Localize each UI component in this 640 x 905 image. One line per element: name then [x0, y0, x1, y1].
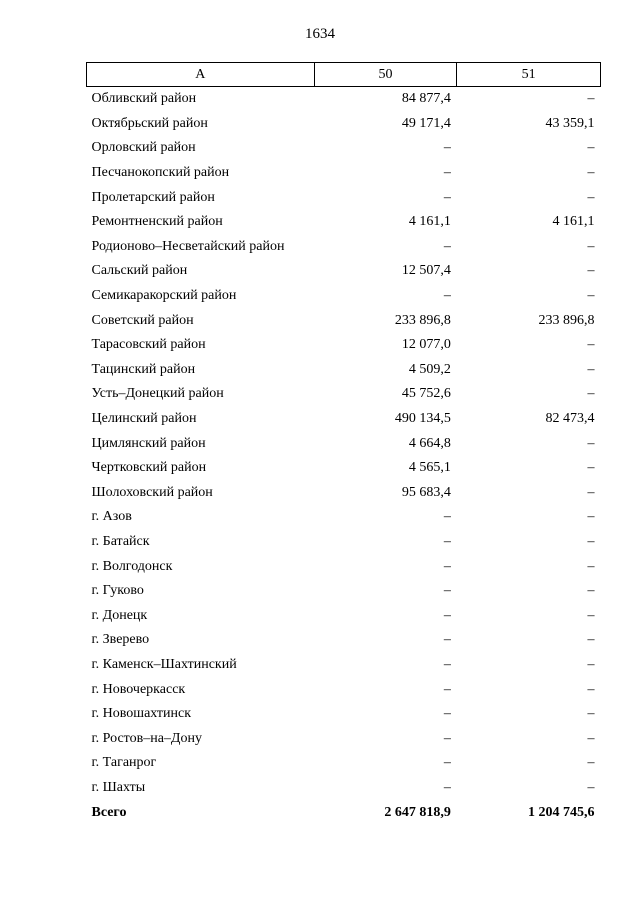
value-col-51-cell: – [587, 607, 595, 623]
table-row [87, 259, 601, 284]
territory-name-cell: г. Зверево [91, 632, 150, 648]
value-col-51-cell: – [587, 681, 595, 697]
value-col-50-cell: 233 896,8 [394, 312, 451, 328]
territory-name-cell: Октябрьский район [91, 115, 208, 131]
value-col-51-cell: – [587, 288, 595, 304]
value-col-51-cell: – [587, 238, 595, 254]
territory-name-cell: Ремонтненский район [91, 214, 223, 230]
territory-name-cell: Целинский район [91, 411, 197, 427]
value-col-50-cell: 45 752,6 [401, 386, 451, 402]
value-col-50-cell: – [443, 583, 451, 599]
territory-name-cell: Обливский район [91, 91, 197, 107]
value-col-50-cell: – [443, 533, 451, 549]
table-row [87, 185, 601, 210]
territory-name-cell: Цимлянский район [91, 435, 206, 451]
table-row [87, 726, 601, 751]
header-col-50: 50 [314, 63, 457, 87]
header-row [87, 63, 601, 87]
value-col-50-cell: – [443, 656, 451, 672]
table-row [87, 136, 601, 161]
table-row [87, 210, 601, 235]
value-col-51-cell: – [587, 730, 595, 746]
table-row [87, 382, 601, 407]
header-col-a: А [87, 63, 315, 87]
territory-name-cell: Пролетарский район [91, 189, 215, 205]
table-row [87, 112, 601, 137]
value-col-50-cell: – [443, 238, 451, 254]
territory-name-cell: Тацинский район [91, 361, 196, 377]
value-col-50-cell: 49 171,4 [401, 115, 451, 131]
territory-name-cell: Орловский район [91, 140, 196, 156]
table-row [87, 702, 601, 727]
value-col-51-cell: – [587, 435, 595, 451]
value-col-51-cell: – [587, 165, 595, 181]
value-col-50-cell: – [443, 779, 451, 795]
table-row [87, 530, 601, 555]
value-col-51-cell: – [587, 460, 595, 476]
territory-name-cell: г. Ростов–на–Дону [91, 730, 202, 746]
value-col-50-cell: – [443, 558, 451, 574]
territory-name-cell: г. Волгодонск [91, 558, 173, 574]
value-col-50-cell: 84 877,4 [401, 91, 451, 107]
value-col-51-cell: 82 473,4 [545, 411, 595, 427]
territory-name-cell: г. Донецк [91, 607, 148, 623]
table-row [87, 358, 601, 383]
territory-name-cell: Тарасовский район [91, 337, 206, 353]
territory-name-cell: Усть–Донецкий район [91, 386, 224, 402]
value-col-50-cell: 4 161,1 [408, 214, 451, 230]
territory-name-cell: г. Новочеркасск [91, 681, 186, 697]
value-col-50-cell: 4 509,2 [408, 361, 451, 377]
territory-name-cell: Шолоховский район [91, 484, 213, 500]
value-col-50-cell: 95 683,4 [401, 484, 451, 500]
value-col-51-cell: – [587, 263, 595, 279]
table-row [87, 776, 601, 801]
value-col-50-cell: – [443, 681, 451, 697]
territory-name-cell: Песчанокопский район [91, 165, 230, 181]
value-col-51-cell: – [587, 632, 595, 648]
territory-name-cell: Семикаракорский район [91, 288, 237, 304]
value-col-51-cell: – [587, 91, 595, 107]
table-row [87, 161, 601, 186]
value-col-51-cell: – [587, 140, 595, 156]
table-row [87, 407, 601, 432]
header-col-51: 51 [457, 63, 601, 87]
value-col-50-cell: – [443, 165, 451, 181]
value-col-51-cell: – [587, 189, 595, 205]
table-row [87, 235, 601, 260]
territory-name-cell: Всего [91, 804, 127, 820]
table-row [87, 751, 601, 776]
table-row [87, 505, 601, 530]
value-col-50-cell: 4 565,1 [408, 460, 451, 476]
territory-name-cell: г. Батайск [91, 533, 150, 549]
table-row [87, 284, 601, 309]
value-col-50-cell: 2 647 818,9 [384, 804, 451, 820]
value-col-51-cell: – [587, 656, 595, 672]
value-col-50-cell: 12 077,0 [401, 337, 451, 353]
value-col-50-cell: 490 134,5 [394, 411, 451, 427]
value-col-51-cell: 4 161,1 [552, 214, 595, 230]
table-row [87, 87, 601, 112]
value-col-50-cell: – [443, 140, 451, 156]
value-col-51-cell: – [587, 583, 595, 599]
value-col-51-cell: – [587, 509, 595, 525]
territory-name-cell: г. Шахты [91, 779, 146, 795]
value-col-50-cell: – [443, 288, 451, 304]
value-col-51-cell: – [587, 361, 595, 377]
territory-name-cell: г. Азов [91, 509, 132, 525]
territory-name-cell: г. Новошахтинск [91, 706, 192, 722]
table-row [87, 456, 601, 481]
value-col-51-cell: – [587, 779, 595, 795]
value-col-51-cell: – [587, 337, 595, 353]
table-row [87, 677, 601, 702]
table-row [87, 603, 601, 628]
value-col-51-cell: – [587, 755, 595, 771]
table-row [87, 653, 601, 678]
territory-name-cell: Чертковский район [91, 460, 207, 476]
table-row [87, 481, 601, 506]
value-col-51-cell: – [587, 484, 595, 500]
table-row [87, 333, 601, 358]
value-col-50-cell: – [443, 607, 451, 623]
value-col-50-cell: 12 507,4 [401, 263, 451, 279]
territory-name-cell: г. Таганрог [91, 755, 157, 771]
value-col-50-cell: – [443, 632, 451, 648]
table-row [87, 431, 601, 456]
territory-name-cell: Советский район [91, 312, 194, 328]
value-col-51-cell: – [587, 706, 595, 722]
value-col-51-cell: – [587, 533, 595, 549]
value-col-51-cell: – [587, 558, 595, 574]
value-col-50-cell: – [443, 509, 451, 525]
page-number: 1634 [305, 26, 335, 42]
value-col-51-cell: 43 359,1 [545, 115, 595, 131]
budget-table [86, 62, 601, 825]
table-row [87, 554, 601, 579]
table-row [87, 308, 601, 333]
table-body [87, 87, 601, 825]
territory-name-cell: г. Каменск–Шахтинский [91, 656, 237, 672]
value-col-50-cell: – [443, 730, 451, 746]
value-col-51-cell: – [587, 386, 595, 402]
territory-name-cell: Родионово–Несветайский район [91, 238, 285, 254]
value-col-51-cell: 1 204 745,6 [528, 804, 595, 820]
value-col-50-cell: 4 664,8 [408, 435, 451, 451]
value-col-50-cell: – [443, 755, 451, 771]
territory-name-cell: Сальский район [91, 263, 188, 279]
value-col-50-cell: – [443, 706, 451, 722]
table-row [87, 579, 601, 604]
table-header [87, 63, 601, 87]
territory-name-cell: г. Гуково [91, 583, 144, 599]
value-col-50-cell: – [443, 189, 451, 205]
table-row [87, 628, 601, 653]
value-col-51-cell: 233 896,8 [538, 312, 595, 328]
total-row [87, 800, 601, 825]
